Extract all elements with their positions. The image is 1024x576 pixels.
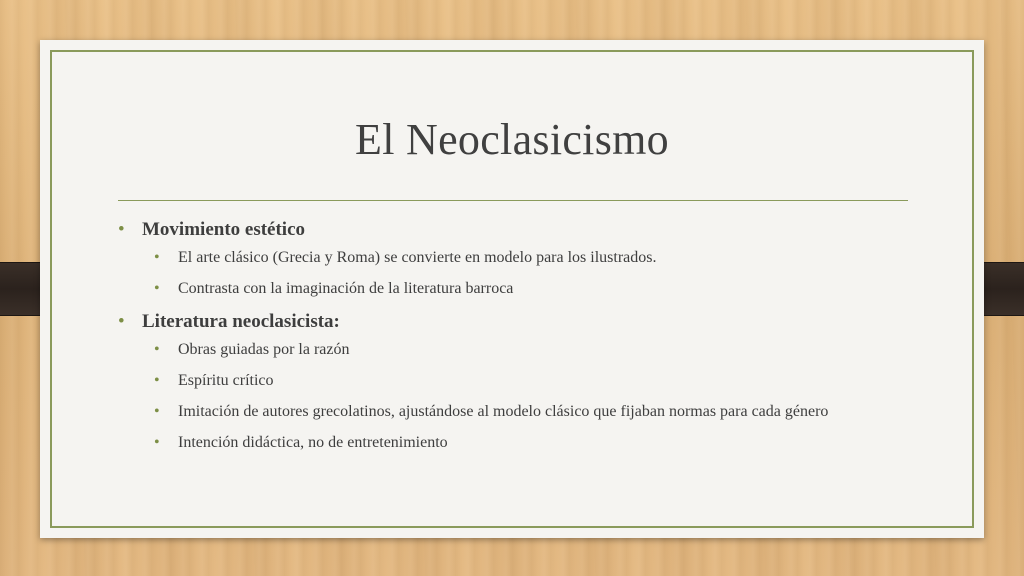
bullet-icon: • — [154, 372, 160, 389]
slide-content — [118, 218, 908, 464]
bullet-icon: • — [154, 434, 160, 451]
list-item — [118, 402, 878, 421]
list-item — [118, 340, 878, 359]
section-heading — [118, 218, 908, 242]
list-item — [118, 371, 878, 390]
bullet-icon: • — [154, 280, 160, 297]
bullet-icon: • — [118, 311, 125, 332]
list-item-text: Imitación de autores grecolatinos, ajustándose al modelo clásico que fijaban normas para cada género — [178, 403, 829, 420]
list-item-text: Obras guiadas por la razón — [178, 341, 350, 358]
list-item-text: Contrasta con la imaginación de la literatura barroca — [178, 280, 514, 297]
section-heading — [118, 310, 908, 334]
list-item — [118, 248, 878, 267]
list-item — [118, 279, 878, 298]
bullet-icon: • — [154, 403, 160, 420]
section-heading-text: Movimiento estético — [142, 219, 306, 240]
bullet-icon: • — [154, 249, 160, 266]
slide-title: El Neoclasicismo — [355, 115, 669, 164]
slide-card — [40, 40, 984, 538]
list-item-text: Intención didáctica, no de entretenimiento — [178, 434, 448, 451]
list-item-text: El arte clásico (Grecia y Roma) se convierte en modelo para los ilustrados. — [178, 249, 657, 266]
list-item-text: Espíritu crítico — [178, 372, 274, 389]
list-item — [118, 433, 878, 452]
bullet-icon: • — [118, 219, 125, 240]
section-heading-text: Literatura neoclasicista: — [142, 311, 340, 332]
title-divider — [118, 200, 908, 201]
bullet-icon: • — [154, 341, 160, 358]
